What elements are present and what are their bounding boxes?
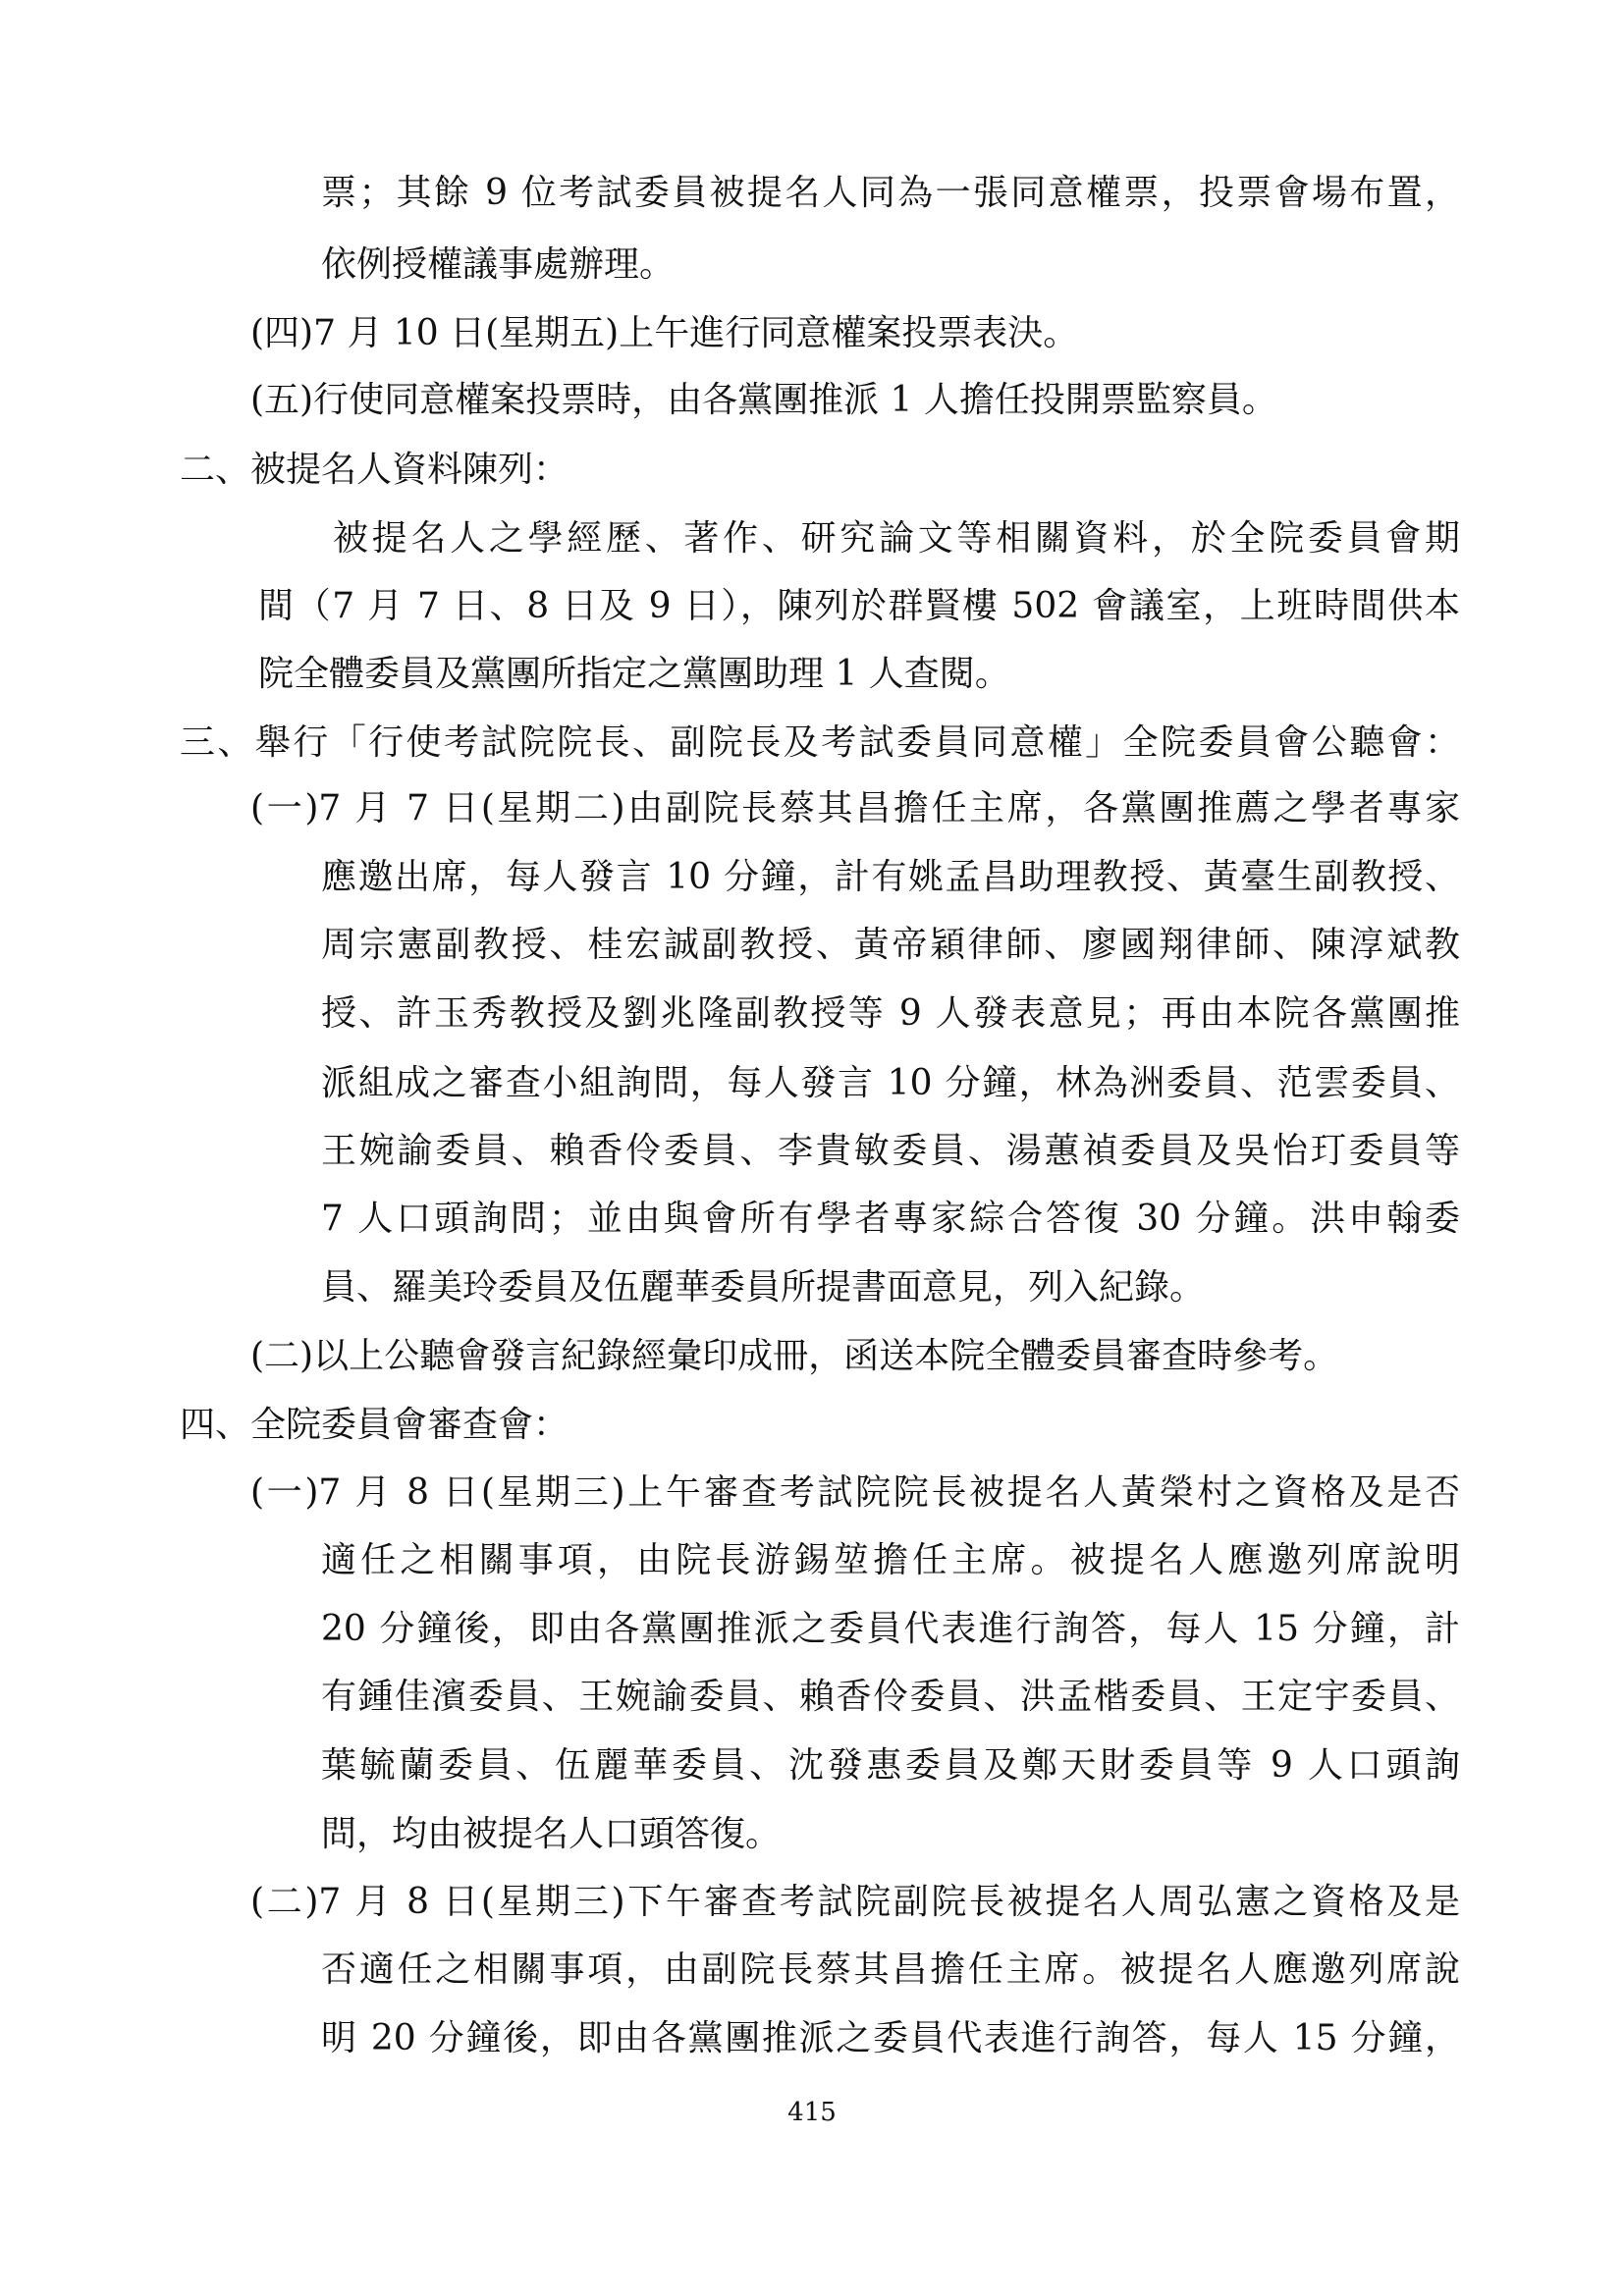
text-line-3: (四)7 月 10 日(星期五)上午進行同意權案投票表決。 [250,313,1079,353]
text-line-26: (二)7 月 8 日(星期三)下午審查考試院副院長被提名人周弘憲之資格及是 [250,1882,1460,1922]
text-line-18: (二)以上公聽會發言紀錄經彙印成冊，函送本院全體委員審查時參考。 [250,1336,1339,1376]
text-line-28: 明 20 分鐘後，即由各黨團推派之委員代表進行詢答，每人 15 分鐘， [321,2018,1460,2058]
text-line-13: 授、許玉秀教授及劉兆隆副教授等 9 人發表意見；再由本院各黨團推 [321,993,1460,1034]
text-line-25: 問，均由被提名人口頭答復。 [321,1814,782,1854]
text-line-21: 適任之相關事項，由院長游錫堃擔任主席。被提名人應邀列席說明 [321,1540,1460,1580]
page-number: 415 [787,2098,837,2127]
text-line-16: 7 人口頭詢問；並由與會所有學者專家綜合答復 30 分鐘。洪申翰委 [321,1199,1460,1239]
text-line-23: 有鍾佳濱委員、王婉諭委員、賴香伶委員、洪孟楷委員、王定宇委員、 [321,1677,1460,1717]
text-line-4: (五)行使同意權案投票時，由各黨團推派 1 人擔任投開票監察員。 [250,380,1277,420]
text-line-17: 員、羅美玲委員及伍麗華委員所提書面意見，列入紀錄。 [321,1267,1206,1308]
text-line-1: 票；其餘 9 位考試委員被提名人同為一張同意權票，投票會場布置， [321,173,1460,213]
text-line-2: 依例授權議事處辦理。 [321,244,676,285]
text-line-12: 周宗憲副教授、桂宏誠副教授、黃帝穎律師、廖國翔律師、陳淳斌教 [321,925,1460,965]
text-line-14: 派組成之審查小組詢問，每人發言 10 分鐘，林為洲委員、范雲委員、 [321,1063,1460,1103]
section-heading-3: 三、舉行「行使考試院院長、副院長及考試委員同意權」全院委員會公聽會： [180,722,1460,763]
text-line-20: (一)7 月 8 日(星期三)上午審查考試院院長被提名人黃榮村之資格及是否 [250,1472,1460,1513]
text-line-11: 應邀出席，每人發言 10 分鐘，計有姚孟昌助理教授、黃臺生副教授、 [321,857,1460,897]
text-line-7: 間（7 月 7 日、8 日及 9 日），陳列於群賢樓 502 會議室，上班時間供本 [258,586,1460,626]
section-heading-4: 四、全院委員會審查會： [180,1405,569,1445]
text-line-22: 20 分鐘後，即由各黨團推派之委員代表進行詢答，每人 15 分鐘，計 [321,1609,1460,1649]
text-line-10: (一)7 月 7 日(星期二)由副院長蔡其昌擔任主席，各黨團推薦之學者專家 [250,788,1460,828]
text-line-27: 否適任之相關事項，由副院長蔡其昌擔任主席。被提名人應邀列席說 [321,1949,1460,1990]
section-heading-2: 二、被提名人資料陳列： [180,450,569,490]
text-line-8: 院全體委員及黨團所指定之黨團助理 1 人查閱。 [258,654,1010,694]
text-line-15: 王婉諭委員、賴香伶委員、李貴敏委員、湯蕙禎委員及吳怡玎委員等 [321,1131,1460,1171]
text-line-24: 葉毓蘭委員、伍麗華委員、沈發惠委員及鄭天財委員等 9 人口頭詢 [321,1745,1460,1786]
text-line-6: 被提名人之學經歷、著作、研究論文等相關資料，於全院委員會期 [333,518,1460,559]
